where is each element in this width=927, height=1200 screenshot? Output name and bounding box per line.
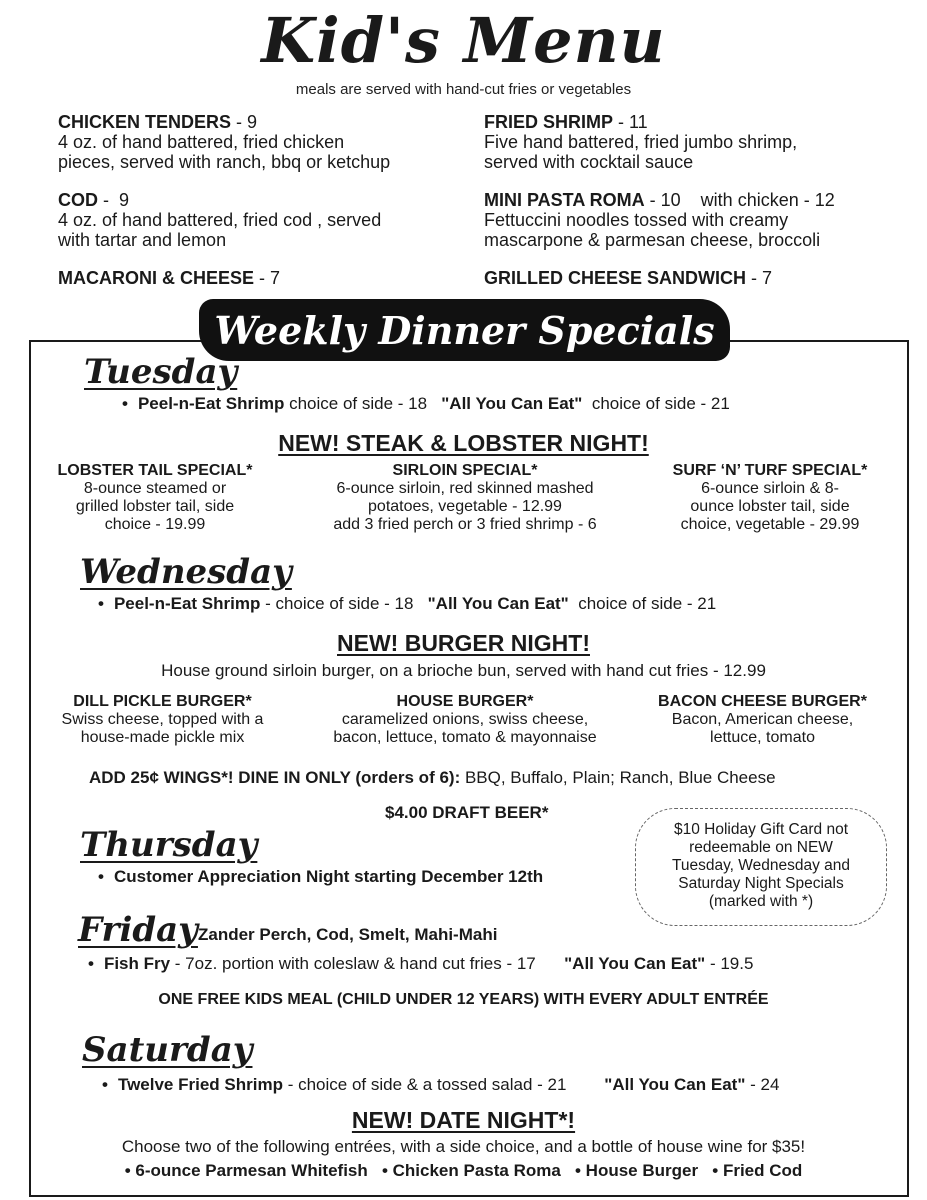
ayce-detail: choice of side - 21: [582, 394, 730, 413]
item-price: - 7: [254, 268, 281, 288]
bullet-icon: •: [381, 1161, 388, 1180]
item-desc: served with cocktail sauce: [484, 152, 694, 172]
special-desc: lettuce, tomato: [710, 729, 815, 746]
special-desc: choice, vegetable - 29.99: [680, 516, 860, 533]
item-name: FRIED SHRIMP: [484, 112, 614, 132]
kids-item-chicken-tenders: [58, 112, 390, 172]
draft-beer-offer: $4.00 DRAFT BEER*: [385, 803, 549, 822]
day-heading-saturday: Saturday: [82, 1030, 253, 1070]
ayce-label: "All You Can Eat": [564, 954, 706, 973]
special-desc: 8-ounce steamed or: [83, 480, 227, 497]
special-desc: add 3 fried perch or 3 fried shrimp - 6: [333, 516, 597, 533]
bacon-cheese-burger: [645, 693, 880, 747]
bullet-icon: •: [98, 594, 104, 613]
gift-card-text: Tuesday, Wednesday and: [671, 857, 851, 874]
gift-card-notice: [635, 808, 887, 926]
steak-lobster-night-title: NEW! STEAK & LOBSTER NIGHT!: [278, 430, 649, 456]
special-title: SURF ‘N’ TURF SPECIAL*: [672, 462, 868, 479]
date-night-option: Fried Cod: [722, 1161, 803, 1180]
ayce-detail: - 19.5: [705, 954, 754, 973]
special-desc: Bacon, American cheese,: [671, 711, 854, 728]
ayce-label: "All You Can Eat": [441, 394, 583, 413]
item-detail: - choice of side - 18: [260, 594, 414, 613]
bullet-icon: •: [98, 867, 104, 886]
saturday-special-line: [102, 1075, 779, 1095]
kids-item-mini-pasta-roma: [484, 190, 835, 250]
wednesday-special-line: [98, 594, 716, 614]
lobster-tail-special: [40, 462, 270, 534]
friday-special-line: [88, 954, 753, 974]
date-night-option: House Burger: [585, 1161, 699, 1180]
gift-card-text: redeemable on NEW: [689, 839, 833, 856]
free-kids-meal-offer: ONE FREE KIDS MEAL (CHILD UNDER 12 YEARS) WITH EVERY ADULT ENTRÉE: [158, 991, 769, 1008]
item-desc: mascarpone & parmesan cheese, broccoli: [484, 230, 821, 250]
special-desc: 6-ounce sirloin & 8-: [701, 480, 839, 497]
item-name: GRILLED CHEESE SANDWICH: [484, 268, 747, 288]
item-price: - 7: [746, 268, 773, 288]
day-heading-thursday: Thursday: [80, 825, 258, 865]
item-price: - 9: [231, 112, 258, 132]
item-name: MINI PASTA ROMA: [484, 190, 645, 210]
kids-menu-title: Kid's Menu: [261, 4, 666, 77]
ayce-label: "All You Can Eat": [427, 594, 569, 613]
kids-item-macaroni-cheese: [58, 268, 280, 288]
special-desc: caramelized onions, swiss cheese,: [341, 711, 589, 728]
date-night-desc: Choose two of the following entrées, with a side choice, and a bottle of house wine for $35!: [121, 1137, 806, 1156]
item-price: - 11: [613, 112, 648, 132]
gift-card-text: (marked with *): [708, 893, 814, 910]
ayce-label: "All You Can Eat": [604, 1075, 746, 1094]
ayce-detail: choice of side - 21: [568, 594, 717, 613]
item-name: COD: [58, 190, 98, 210]
special-title: BACON CHEESE BURGER*: [658, 693, 867, 710]
date-night-title: NEW! DATE NIGHT*!: [351, 1107, 576, 1133]
kids-menu-subtitle: meals are served with hand-cut fries or vegetables: [295, 81, 632, 98]
burger-night-title: NEW! BURGER NIGHT!: [337, 630, 590, 656]
kids-item-fried-shrimp: [484, 112, 797, 172]
sirloin-special: [290, 462, 640, 534]
wings-offer-options: BBQ, Buffalo, Plain; Ranch, Blue Cheese: [460, 768, 776, 787]
item-price: - 10 with chicken - 12: [644, 190, 835, 210]
special-desc: potatoes, vegetable - 12.99: [368, 498, 562, 515]
special-desc: ounce lobster tail, side: [690, 498, 850, 515]
item-name: Fish Fry: [103, 954, 171, 973]
special-title: SIRLOIN SPECIAL*: [392, 462, 538, 479]
item-desc: 4 oz. of hand battered, fried chicken: [58, 132, 345, 152]
special-title: HOUSE BURGER*: [396, 693, 534, 710]
item-name: Customer Appreciation Night starting December 12th: [113, 867, 544, 886]
bullet-icon: •: [712, 1161, 719, 1180]
item-desc: Fettuccini noodles tossed with creamy: [484, 210, 789, 230]
bullet-icon: •: [102, 1075, 108, 1094]
kids-item-grilled-cheese: [484, 268, 772, 288]
house-burger: [295, 693, 635, 747]
date-night-options: [0, 1161, 927, 1181]
item-price: - 9: [98, 190, 130, 210]
thursday-special-line: [98, 867, 543, 887]
gift-card-text: Saturday Night Specials: [678, 875, 844, 892]
item-name: Peel-n-Eat Shrimp: [137, 394, 285, 413]
date-night-option: 6-ounce Parmesan Whitefish: [135, 1161, 368, 1180]
ayce-detail: - 24: [745, 1075, 780, 1094]
gift-card-text: $10 Holiday Gift Card not: [673, 821, 849, 838]
day-heading-friday: Friday: [78, 910, 198, 950]
special-desc: 6-ounce sirloin, red skinned mashed: [336, 480, 594, 497]
item-name: CHICKEN TENDERS: [58, 112, 232, 132]
special-desc: bacon, lettuce, tomato & mayonnaise: [333, 729, 597, 746]
bullet-icon: •: [88, 954, 94, 973]
tuesday-special-line: [122, 394, 730, 414]
item-desc: pieces, served with ranch, bbq or ketchup: [58, 152, 391, 172]
item-detail: - choice of side & a tossed salad - 21: [282, 1075, 567, 1094]
special-desc: house-made pickle mix: [80, 729, 245, 746]
day-heading-tuesday: Tuesday: [84, 352, 238, 392]
item-detail: choice of side - 18: [284, 394, 428, 413]
date-night-option: Chicken Pasta Roma: [392, 1161, 561, 1180]
kids-item-cod: [58, 190, 381, 250]
item-name: MACARONI & CHEESE: [58, 268, 255, 288]
weekly-specials-banner: Weekly Dinner Specials: [199, 299, 730, 361]
item-name: Twelve Fried Shrimp: [117, 1075, 283, 1094]
bullet-icon: •: [122, 394, 128, 413]
dill-pickle-burger: [40, 693, 285, 747]
special-title: DILL PICKLE BURGER*: [73, 693, 252, 710]
day-heading-wednesday: Wednesday: [80, 552, 292, 592]
surf-turf-special: [655, 462, 885, 534]
wings-offer-bold: ADD 25¢ WINGS*! DINE IN ONLY (orders of 6):: [89, 768, 461, 787]
item-name: Peel-n-Eat Shrimp: [113, 594, 261, 613]
item-detail: - 7oz. portion with coleslaw & hand cut fries - 17: [170, 954, 536, 973]
special-desc: choice - 19.99: [104, 516, 206, 533]
item-desc: Five hand battered, fried jumbo shrimp,: [484, 132, 798, 152]
wings-offer: [89, 768, 776, 788]
item-desc: with tartar and lemon: [58, 230, 227, 250]
bullet-icon: •: [124, 1161, 131, 1180]
friday-fish-list: Zander Perch, Cod, Smelt, Mahi-Mahi: [198, 925, 498, 944]
special-desc: grilled lobster tail, side: [75, 498, 235, 515]
special-title: LOBSTER TAIL SPECIAL*: [57, 462, 253, 479]
bullet-icon: •: [574, 1161, 581, 1180]
item-desc: 4 oz. of hand battered, fried cod , served: [58, 210, 382, 230]
burger-night-desc: House ground sirloin burger, on a brioche bun, served with hand cut fries - 12.99: [161, 661, 766, 680]
special-desc: Swiss cheese, topped with a: [61, 711, 264, 728]
